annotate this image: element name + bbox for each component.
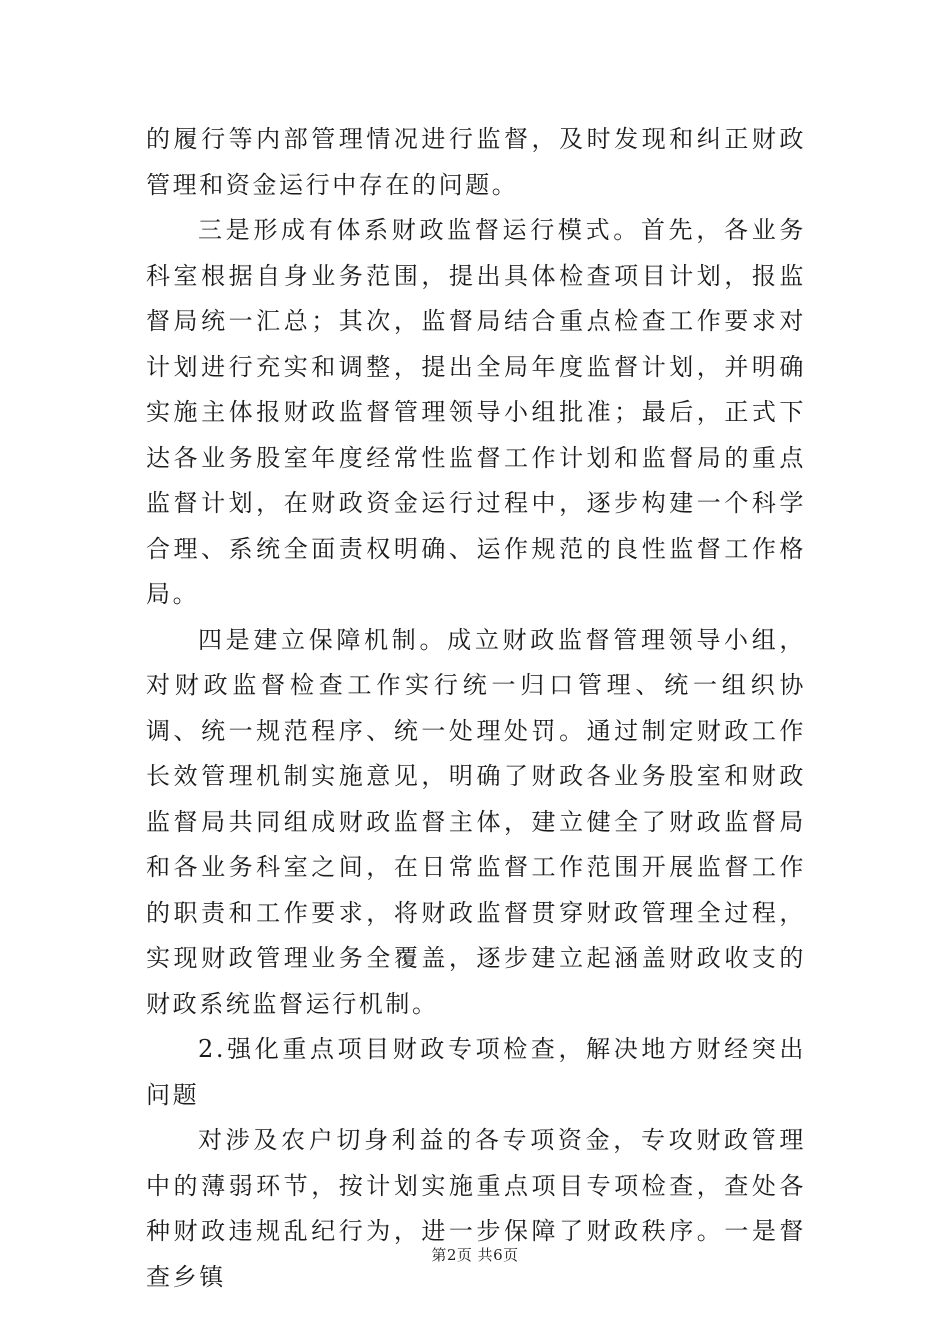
paragraph-2: 三是形成有体系财政监督运行模式。首先，各业务科室根据自身业务范围，提出具体检查项目计划，报监督局统一汇总；其次，监督局结合重点检查工作要求对计划进行充实和调整，提出全局年度监督计划，并明确实施主体报财政监督管理领导小组批准；最后，正式下达各业务股室年度经常性监督工作计划和监督局的重点监督计划，在财政资金运行过程中，逐步构建一个科学合理、系统全面责权明确、运作规范的良性监督工作格局。 (146, 216, 806, 608)
paragraph-4: 对涉及农户切身利益的各专项资金，专攻财政管理中的薄弱环节，按计划实施重点项目专项检查，查处各种财政违规乱纪行为，进一步保障了财政秩序。一是督查乡镇 (146, 1126, 806, 1291)
section-heading: 2.强化重点项目财政专项检查，解决地方财经突出问题 (146, 1035, 806, 1109)
page-number: 第2页 共6页 (431, 1246, 519, 1264)
document-body (146, 117, 806, 1300)
paragraph-1: 的履行等内部管理情况进行监督，及时发现和纠正财政管理和资金运行中存在的问题。 (146, 125, 806, 199)
paragraph-3: 四是建立保障机制。成立财政监督管理领导小组，对财政监督检查工作实行统一归口管理、统一组织协调、统一规范程序、统一处理处罚。通过制定财政工作长效管理机制实施意见，明确了财政各业务股室和财政监督局共同组成财政监督主体，建立健全了财政监督局和各业务科室之间，在日常监督工作范围开展监督工作的职责和工作要求，将财政监督贯穿财政管理全过程，实现财政管理业务全覆盖，逐步建立起涵盖财政收支的财政系统监督运行机制。 (146, 625, 806, 1018)
